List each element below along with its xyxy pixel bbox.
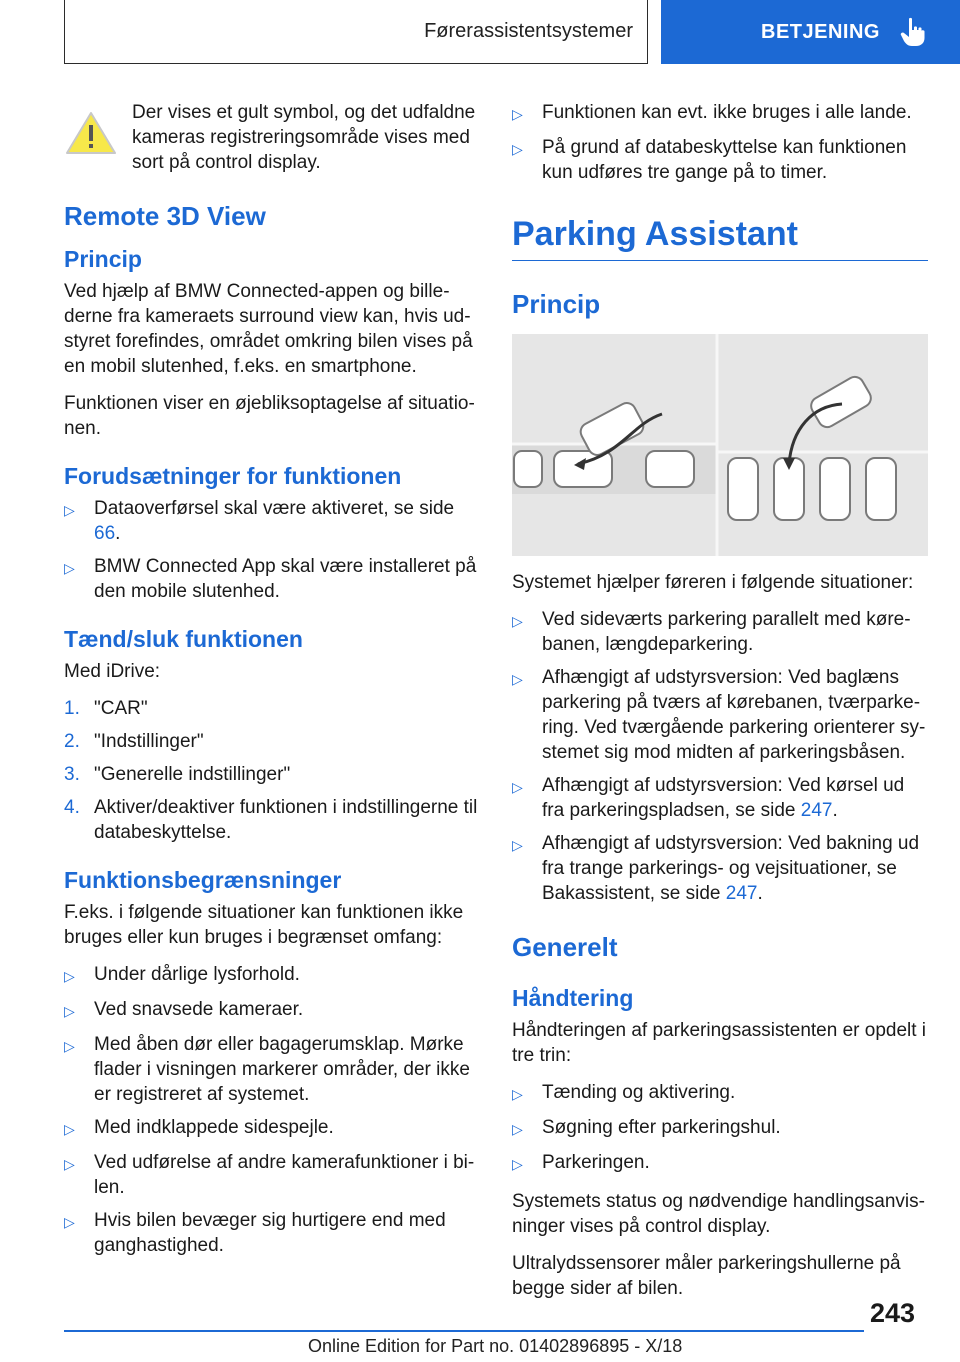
header-chapter-title: BETJENING [761, 20, 880, 43]
bullet-triangle-icon: ▷ [64, 1121, 75, 1137]
bullet-triangle-icon: ▷ [512, 779, 523, 795]
list-item: ▷ Med åben dør eller bagagerumsklap. Mørke flader i visningen markerer områder, der ikke er registreret af systemet. [64, 1034, 470, 1105]
car-icon [728, 458, 758, 520]
page-link-66[interactable]: 66 [94, 523, 116, 544]
warning-block [64, 100, 480, 175]
list-item: ▷ Ved udførelse af andre kamerafunktioner i bilen. [64, 1152, 475, 1198]
list-item: ▷ På grund af databeskyttelse kan funktionen kun udføres tre gange på to timer. [512, 137, 907, 183]
list-item: ▷ BMW Connected App skal være installeret på den mobile slutenhed. [64, 556, 477, 602]
heading-princip: Princip [64, 246, 142, 272]
header-section [64, 0, 648, 64]
paragraph-remote-intro: Ved hjælp af BMW Connected-appen og billederne fra kameraets surround view kan, hvis udstyret forefindes, området omkring bilen vises på en mobil slutenhed, f.eks. en smartphone. [64, 281, 473, 377]
bullet-triangle-icon: ▷ [64, 1038, 75, 1054]
car-icon [866, 458, 896, 520]
steps-list [64, 696, 480, 845]
paragraph-haandtering: Håndteringen af parkeringsassistenten er opdelt i tre trin: [512, 1020, 927, 1066]
header-chapter [661, 0, 960, 64]
list-item: ▷ Hvis bilen bevæger sig hurtigere end med ganghastighed. [64, 1210, 446, 1256]
heading-princip-parking: Princip [512, 289, 601, 319]
list-item: ▷ Tænding og aktivering. [512, 1080, 928, 1107]
paragraph-status: Systemets status og nødvendige handlingsanvisninger vises på control display. [512, 1191, 925, 1237]
heading-remote-3d-view: Remote 3D View [64, 201, 266, 231]
page-link-247[interactable]: 247 [800, 800, 833, 821]
situations-list [512, 607, 928, 906]
list-item: ▷ Afhængigt af udstyrsversion: Ved bakning ud fra trange parkerings- og vejsituationer, se Bakassistent, se side 247. [512, 833, 920, 904]
parking-illustration [512, 334, 928, 556]
list-item: 4. Aktiver/deaktiver funktionen i indstillingerne til databeskyttelse. [64, 797, 478, 843]
list-item: ▷ Med indklappede sidespejle. [64, 1115, 480, 1142]
car-icon [820, 458, 850, 520]
list-item: ▷ Under dårlige lysforhold. [64, 962, 480, 989]
forudsaetninger-list [64, 496, 480, 604]
heading-parking-assistant: Parking Assistant [512, 215, 928, 261]
bullet-triangle-icon: ▷ [64, 1214, 75, 1230]
heading-generelt: Generelt [512, 932, 618, 962]
bullet-triangle-icon: ▷ [512, 1121, 523, 1137]
footer-divider [64, 1330, 864, 1332]
haandtering-steps-list [512, 1080, 928, 1177]
page-number: 243 [870, 1298, 916, 1328]
heading-forudsaetninger: Forudsætninger for funktionen [64, 463, 402, 489]
top-restrictions-list [512, 100, 928, 185]
heading-funktionsbegraensninger: Funktionsbegrænsninger [64, 867, 342, 893]
bullet-triangle-icon: ▷ [64, 1156, 75, 1172]
bullet-triangle-icon: ▷ [64, 502, 75, 518]
right-column [512, 100, 928, 1313]
list-item: 3. "Generelle indstillinger" [64, 764, 291, 785]
bullet-triangle-icon: ▷ [64, 1003, 75, 1019]
list-item: ▷ Funktionen kan evt. ikke bruges i alle lande. [512, 100, 928, 127]
page-link-247[interactable]: 247 [725, 883, 758, 904]
bullet-triangle-icon: ▷ [512, 1086, 523, 1102]
bullet-triangle-icon: ▷ [64, 968, 75, 984]
warning-text: Der vises et gult symbol, og det udfaldne kameras registreringsområde vises med sort på control display. [132, 102, 476, 173]
list-item: 1. "CAR" [64, 698, 148, 719]
warning-triangle-icon [64, 110, 118, 156]
footer-edition: Online Edition for Part no. 01402896895 - X/18 [308, 1336, 683, 1356]
bullet-triangle-icon: ▷ [64, 560, 75, 576]
bullet-triangle-icon: ▷ [512, 613, 523, 629]
bullet-triangle-icon: ▷ [512, 141, 523, 157]
list-item: ▷ Søgning efter parkeringshul. [512, 1115, 928, 1142]
bullet-triangle-icon: ▷ [512, 837, 523, 853]
car-icon [646, 451, 694, 487]
car-icon [514, 451, 542, 487]
header-section-title: Førerassistentsystemer [424, 20, 633, 42]
list-item: ▷ Dataoverførsel skal være aktiveret, se side 66. [64, 498, 455, 544]
bullet-triangle-icon: ▷ [512, 671, 523, 687]
list-item: 2. "Indstillinger" [64, 731, 204, 752]
bullet-triangle-icon: ▷ [512, 106, 523, 122]
paragraph-remote-snapshot: Funktionen viser en øjebliksoptagelse af situationen. [64, 393, 475, 439]
paragraph-begraensninger: F.eks. i følgende situationer kan funktionen ikke bruges eller kun bruges i begrænset omfang: [64, 902, 464, 948]
list-item: ▷ Ved snavsede kameraer. [64, 997, 480, 1024]
list-item: ▷ Afhængigt af udstyrsversion: Ved baglæns parkering på tværs af kørebanen, tværparkering. Ved tværgående parkering orienterer systemet sig mod midten af parkeringsbåsen. [512, 667, 926, 763]
bullet-triangle-icon: ▷ [512, 1156, 523, 1172]
pointing-hand-icon [900, 17, 926, 47]
paragraph-system-helps: Systemet hjælper føreren i følgende situationer: [512, 572, 914, 593]
left-column [64, 100, 480, 1270]
heading-haandtering: Håndtering [512, 985, 634, 1011]
list-item: ▷ Afhængigt af udstyrsversion: Ved kørsel ud fra parkeringspladsen, se side 247. [512, 775, 905, 821]
list-item: ▷ Ved sideværts parkering parallelt med kørebanen, længdeparkering. [512, 609, 911, 655]
paragraph-idrive: Med iDrive: [64, 661, 161, 682]
list-item: ▷ Parkeringen. [512, 1150, 928, 1177]
begraensninger-list [64, 962, 480, 1258]
paragraph-ultrasonic: Ultralydssensorer måler parkeringshullerne på begge sider af bilen. [512, 1253, 901, 1299]
heading-taend-sluk: Tænd/sluk funktionen [64, 626, 303, 652]
